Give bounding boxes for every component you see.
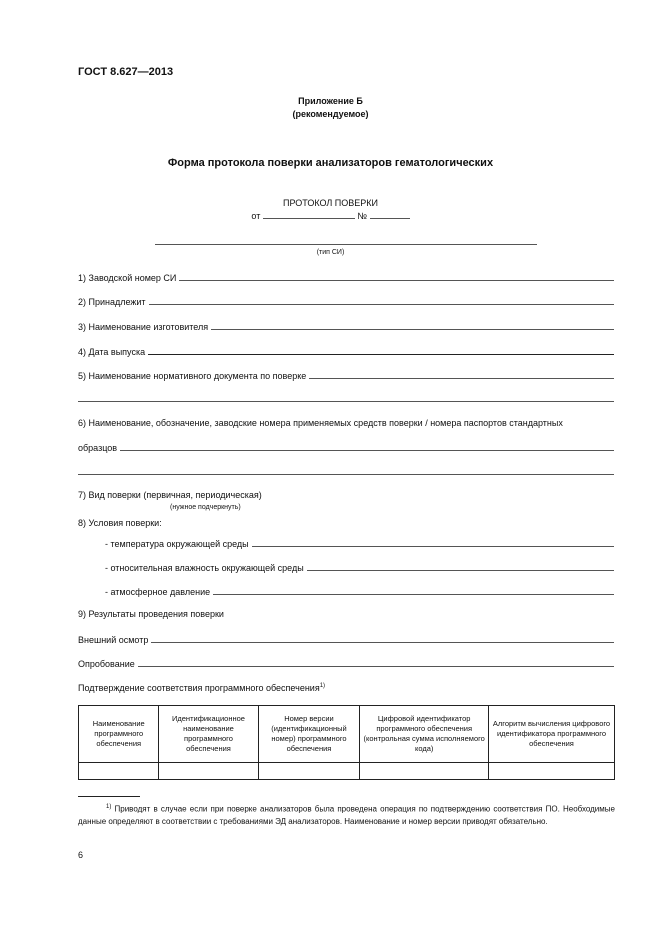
field-verification-type [78,490,614,502]
from-label: от [251,211,261,221]
protocol-date-number [0,211,661,221]
field-serial-blank[interactable] [179,272,614,281]
table-header-cell: Номер версии (идентификационный номер) программного обеспечения [258,706,360,763]
instrument-type-line[interactable] [155,244,537,245]
field-pressure [105,586,614,598]
field-release-date [78,346,614,358]
form-title: Форма протокола поверки анализаторов гематологических [167,157,494,169]
table-cell[interactable] [159,763,258,780]
field-means-label: 6) Наименование, обозначение, заводские номера применяемых средств поверки / номера паспортов стандартных [78,418,563,428]
field-means-blank[interactable] [120,442,614,451]
field-humidity-blank[interactable] [307,562,614,571]
field-normative-doc-line2[interactable] [78,401,614,402]
protocol-heading: ПРОТОКОЛ ПОВЕРКИ [282,198,378,208]
field-normative-doc-blank[interactable] [309,370,614,379]
page-number: 6 [78,850,84,860]
field-temperature-label: - температура окружающей среды [105,539,249,549]
field-pressure-label: - атмосферное давление [105,587,211,597]
field-owner-label: 2) Принадлежит [78,297,146,307]
appendix-note: (рекомендуемое) [292,109,369,119]
field-software-confirm-label: Подтверждение соответствия программного обеспечения$^{1)}$ [78,683,326,693]
table-cell[interactable] [258,763,360,780]
field-serial-label: 1) Заводской номер СИ [78,273,177,283]
field-means-line3[interactable] [78,474,614,475]
footnote-marker: 1) [106,804,112,810]
field-results [78,609,614,621]
software-table [78,705,615,780]
type-caption: (тип СИ) [316,249,345,256]
field-testing [78,658,614,670]
underline-note: (нужное подчеркнуть) [170,504,241,511]
footnote [78,801,615,828]
table-row [79,763,615,780]
appendix-title: Приложение Б [298,96,363,106]
field-conditions [78,518,614,530]
field-humidity [105,562,614,574]
field-software-confirm [78,683,614,695]
field-testing-label: Опробование [78,659,135,669]
table-cell[interactable] [360,763,489,780]
field-pressure-blank[interactable] [213,586,614,595]
field-release-date-label: 4) Дата выпуска [78,347,146,357]
table-header-cell: Алгоритм вычисления цифрового идентификатора программного обеспечения [489,706,615,763]
field-owner [78,296,614,308]
field-manufacturer-label: 3) Наименование изготовителя [78,322,209,332]
table-cell[interactable] [79,763,159,780]
table-header-cell: Наименование программного обеспечения [79,706,159,763]
number-label: № [357,211,368,221]
field-inspection-label: Внешний осмотр [78,635,149,645]
field-release-date-blank[interactable] [148,346,614,355]
field-humidity-label: - относительная влажность окружающей среды [105,563,304,573]
date-blank[interactable] [263,211,355,219]
field-owner-blank[interactable] [149,296,614,305]
field-results-label: 9) Результаты проведения поверки [78,609,224,619]
field-means-label2: образцов [78,443,118,453]
field-manufacturer-blank[interactable] [211,321,614,330]
table-header-row [79,706,615,763]
footnote-ref: 1) [319,683,326,689]
standard-header: ГОСТ 8.627—2013 [78,66,174,78]
field-manufacturer [78,321,614,333]
field-temperature [105,538,614,550]
field-means [78,418,614,430]
table-header-cell: Цифровой идентификатор программного обеспечения (контрольная сумма исполняемого кода) [360,706,489,763]
field-inspection [78,634,614,646]
number-blank[interactable] [370,211,410,219]
field-normative-doc [78,370,614,382]
field-verification-type-label: 7) Вид поверки (первичная, периодическая) [78,490,262,500]
footnote-rule [78,796,140,797]
field-means-line2 [78,442,614,454]
field-temperature-blank[interactable] [252,538,614,547]
footnote-text: Приводят в случае если при поверке анализаторов была проведена операция по подтверждению соответствия ПО. Необходимые данные определяют в соответствии с требованиями ЭД анализаторов. Наименование и номер версии приводят обязательно. [78,804,615,826]
field-inspection-blank[interactable] [151,634,614,643]
table-header-cell: Идентификационное наименование программного обеспечения [159,706,258,763]
field-normative-doc-label: 5) Наименование нормативного документа по поверке [78,371,307,381]
field-conditions-label: 8) Условия поверки: [78,518,162,528]
field-testing-blank[interactable] [138,658,614,667]
field-serial [78,272,614,284]
table-cell[interactable] [489,763,615,780]
